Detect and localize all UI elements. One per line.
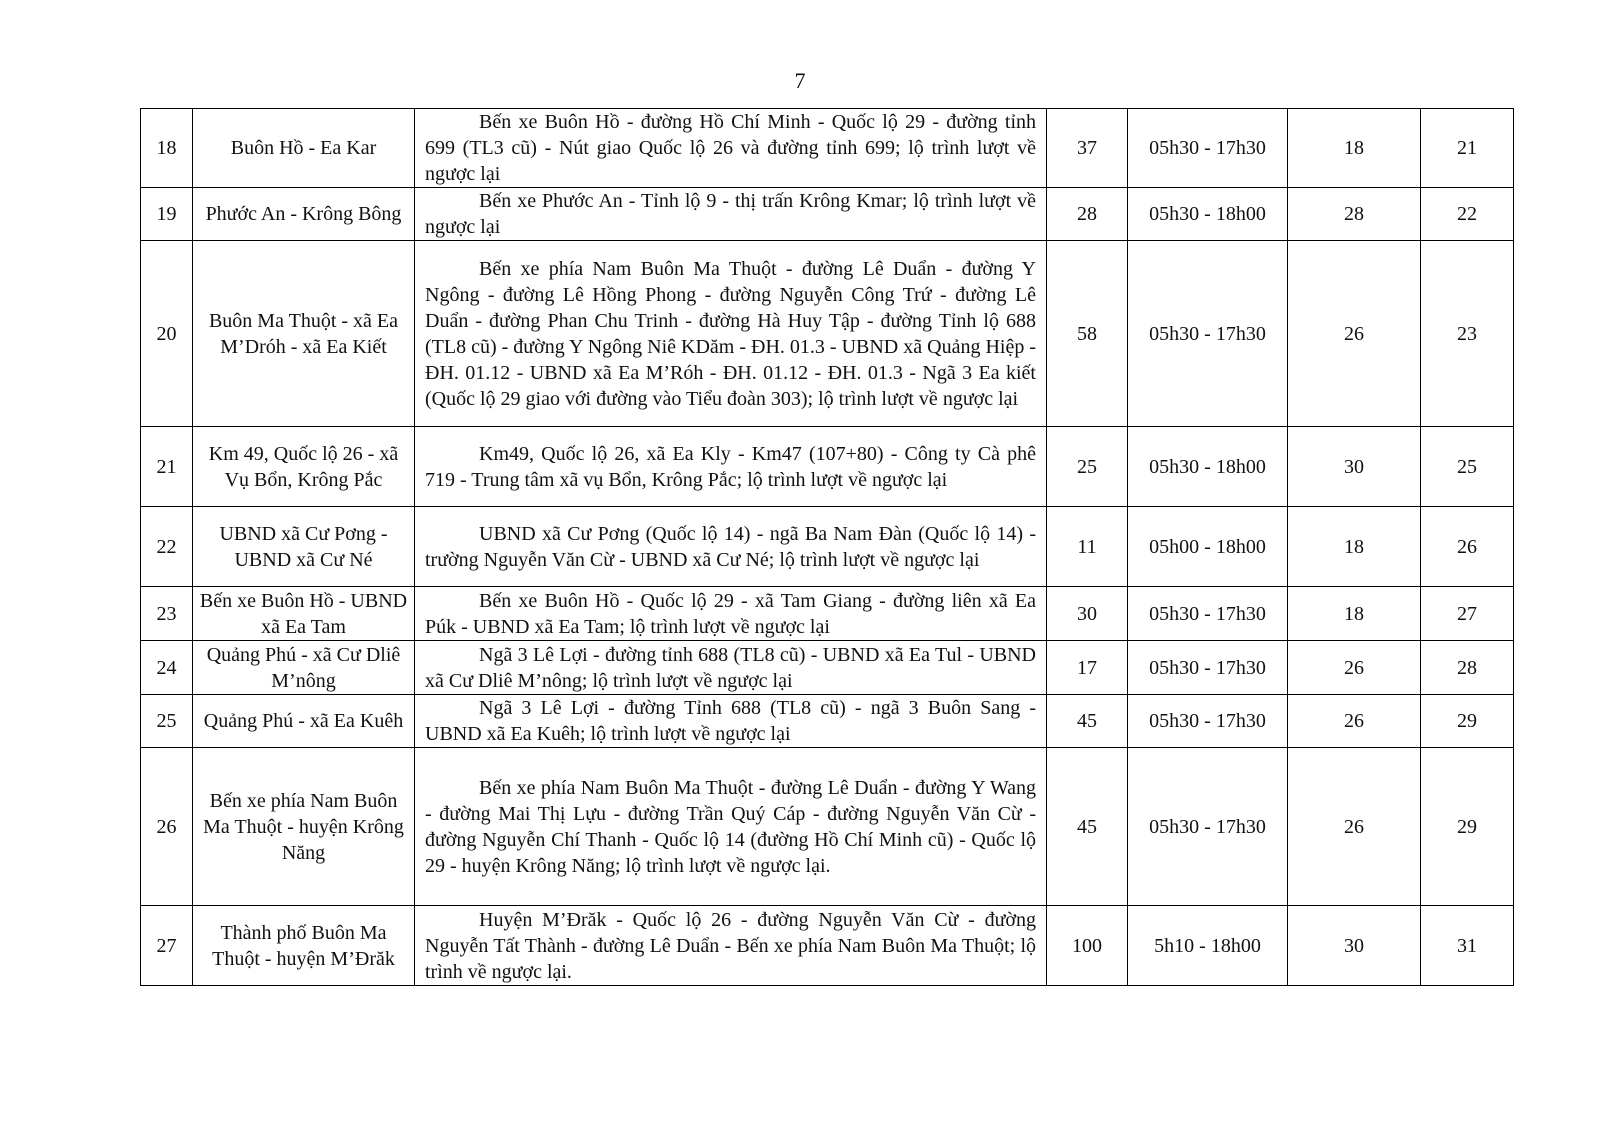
route-name-cell: Buôn Ma Thuột - xã Ea M’Dróh - xã Ea Kiết (193, 241, 415, 427)
table-row (141, 507, 1514, 587)
vehicle-count-cell: 23 (1421, 241, 1514, 427)
operating-hours-cell: 05h30 - 18h00 (1128, 188, 1288, 241)
bus-route-table (140, 108, 1514, 986)
row-number-cell: 27 (141, 906, 193, 986)
page-number: 7 (794, 68, 806, 93)
operating-hours-cell: 05h30 - 17h30 (1128, 241, 1288, 427)
frequency-cell: 26 (1288, 748, 1421, 906)
table-row (141, 587, 1514, 641)
route-length-cell: 25 (1047, 427, 1128, 507)
operating-hours-cell: 05h30 - 17h30 (1128, 641, 1288, 695)
route-name-cell: Bến xe phía Nam Buôn Ma Thuột - huyện Krông Năng (193, 748, 415, 906)
vehicle-count-cell: 27 (1421, 587, 1514, 641)
frequency-cell: 18 (1288, 507, 1421, 587)
route-length-cell: 58 (1047, 241, 1128, 427)
row-number-cell: 25 (141, 695, 193, 748)
route-description-cell: Bến xe Buôn Hồ - Quốc lộ 29 - xã Tam Giang - đường liên xã Ea Púk - UBND xã Ea Tam; lộ trình lượt về ngược lại (415, 587, 1047, 641)
table-row (141, 641, 1514, 695)
route-length-cell: 11 (1047, 507, 1128, 587)
route-name-cell: Bến xe Buôn Hồ - UBND xã Ea Tam (193, 587, 415, 641)
route-name-cell: Quảng Phú - xã Cư Dliê M’nông (193, 641, 415, 695)
frequency-cell: 26 (1288, 641, 1421, 695)
operating-hours-cell: 5h10 - 18h00 (1128, 906, 1288, 986)
route-description-cell: Bến xe Phước An - Tỉnh lộ 9 - thị trấn Krông Kmar; lộ trình lượt về ngược lại (415, 188, 1047, 241)
route-name-cell: Phước An - Krông Bông (193, 188, 415, 241)
route-description-cell: Bến xe phía Nam Buôn Ma Thuột - đường Lê Duẩn - đường Y Wang - đường Mai Thị Lựu - đường Trần Quý Cáp - đường Nguyễn Văn Cừ - đường Nguyễn Chí Thanh - Quốc lộ 14 (đường Hồ Chí Minh cũ) - Quốc lộ 29 - huyện Krông Năng; lộ trình lượt về ngược lại. (415, 748, 1047, 906)
vehicle-count-cell: 21 (1421, 109, 1514, 188)
row-number-cell: 20 (141, 241, 193, 427)
route-name-cell: Km 49, Quốc lộ 26 - xã Vụ Bổn, Krông Pắc (193, 427, 415, 507)
row-number-cell: 19 (141, 188, 193, 241)
vehicle-count-cell: 26 (1421, 507, 1514, 587)
route-name-cell: UBND xã Cư Pơng - UBND xã Cư Né (193, 507, 415, 587)
route-description-cell: Bến xe phía Nam Buôn Ma Thuột - đường Lê Duẩn - đường Y Ngông - đường Lê Hồng Phong - đường Nguyễn Công Trứ - đường Lê Duẩn - đường Phan Chu Trinh - đường Hà Huy Tập - đường Tỉnh lộ 688 (TL8 cũ) - đường Y Ngông Niê KDăm - ĐH. 01.3 - UBND xã Quảng Hiệp - ĐH. 01.12 - UBND xã Ea M’Róh - ĐH. 01.12 - ĐH. 01.3 - Ngã 3 Ea kiết (Quốc lộ 29 giao với đường vào Tiểu đoàn 303); lộ trình lượt về ngược lại (415, 241, 1047, 427)
vehicle-count-cell: 22 (1421, 188, 1514, 241)
route-description-cell: Km49, Quốc lộ 26, xã Ea Kly - Km47 (107+80) - Công ty Cà phê 719 - Trung tâm xã vụ Bổn, Krông Pắc; lộ trình lượt về ngược lại (415, 427, 1047, 507)
frequency-cell: 18 (1288, 587, 1421, 641)
vehicle-count-cell: 28 (1421, 641, 1514, 695)
operating-hours-cell: 05h30 - 17h30 (1128, 587, 1288, 641)
table-row (141, 427, 1514, 507)
route-name-cell: Thành phố Buôn Ma Thuột - huyện M’Đrăk (193, 906, 415, 986)
vehicle-count-cell: 29 (1421, 748, 1514, 906)
route-length-cell: 28 (1047, 188, 1128, 241)
frequency-cell: 28 (1288, 188, 1421, 241)
frequency-cell: 26 (1288, 241, 1421, 427)
vehicle-count-cell: 29 (1421, 695, 1514, 748)
operating-hours-cell: 05h30 - 17h30 (1128, 109, 1288, 188)
operating-hours-cell: 05h30 - 17h30 (1128, 695, 1288, 748)
frequency-cell: 30 (1288, 427, 1421, 507)
route-description-cell: Ngã 3 Lê Lợi - đường tỉnh 688 (TL8 cũ) - UBND xã Ea Tul - UBND xã Cư Dliê M’nông; lộ trình lượt về ngược lại (415, 641, 1047, 695)
route-length-cell: 30 (1047, 587, 1128, 641)
operating-hours-cell: 05h30 - 18h00 (1128, 427, 1288, 507)
route-description-cell: UBND xã Cư Pơng (Quốc lộ 14) - ngã Ba Nam Đàn (Quốc lộ 14) - trường Nguyễn Văn Cừ - UBND xã Cư Né; lộ trình lượt về ngược lại (415, 507, 1047, 587)
route-description-cell: Ngã 3 Lê Lợi - đường Tỉnh 688 (TL8 cũ) - ngã 3 Buôn Sang - UBND xã Ea Kuêh; lộ trình lượt về ngược lại (415, 695, 1047, 748)
table-row (141, 748, 1514, 906)
route-length-cell: 45 (1047, 695, 1128, 748)
row-number-cell: 24 (141, 641, 193, 695)
route-name-cell: Buôn Hồ - Ea Kar (193, 109, 415, 188)
operating-hours-cell: 05h30 - 17h30 (1128, 748, 1288, 906)
table-row (141, 109, 1514, 188)
table-row (141, 906, 1514, 986)
row-number-cell: 23 (141, 587, 193, 641)
row-number-cell: 26 (141, 748, 193, 906)
route-length-cell: 100 (1047, 906, 1128, 986)
route-description-cell: Bến xe Buôn Hồ - đường Hồ Chí Minh - Quốc lộ 29 - đường tỉnh 699 (TL3 cũ) - Nút giao Quốc lộ 26 và đường tỉnh 699; lộ trình lượt về ngược lại (415, 109, 1047, 188)
operating-hours-cell: 05h00 - 18h00 (1128, 507, 1288, 587)
frequency-cell: 26 (1288, 695, 1421, 748)
frequency-cell: 18 (1288, 109, 1421, 188)
vehicle-count-cell: 25 (1421, 427, 1514, 507)
row-number-cell: 21 (141, 427, 193, 507)
table-row (141, 188, 1514, 241)
frequency-cell: 30 (1288, 906, 1421, 986)
route-description-cell: Huyện M’Đrăk - Quốc lộ 26 - đường Nguyễn Văn Cừ - đường Nguyễn Tất Thành - đường Lê Duẩn - Bến xe phía Nam Buôn Ma Thuột; lộ trình về ngược lại. (415, 906, 1047, 986)
row-number-cell: 18 (141, 109, 193, 188)
route-length-cell: 37 (1047, 109, 1128, 188)
vehicle-count-cell: 31 (1421, 906, 1514, 986)
table-row (141, 241, 1514, 427)
route-length-cell: 45 (1047, 748, 1128, 906)
route-name-cell: Quảng Phú - xã Ea Kuêh (193, 695, 415, 748)
row-number-cell: 22 (141, 507, 193, 587)
table-row (141, 695, 1514, 748)
route-length-cell: 17 (1047, 641, 1128, 695)
